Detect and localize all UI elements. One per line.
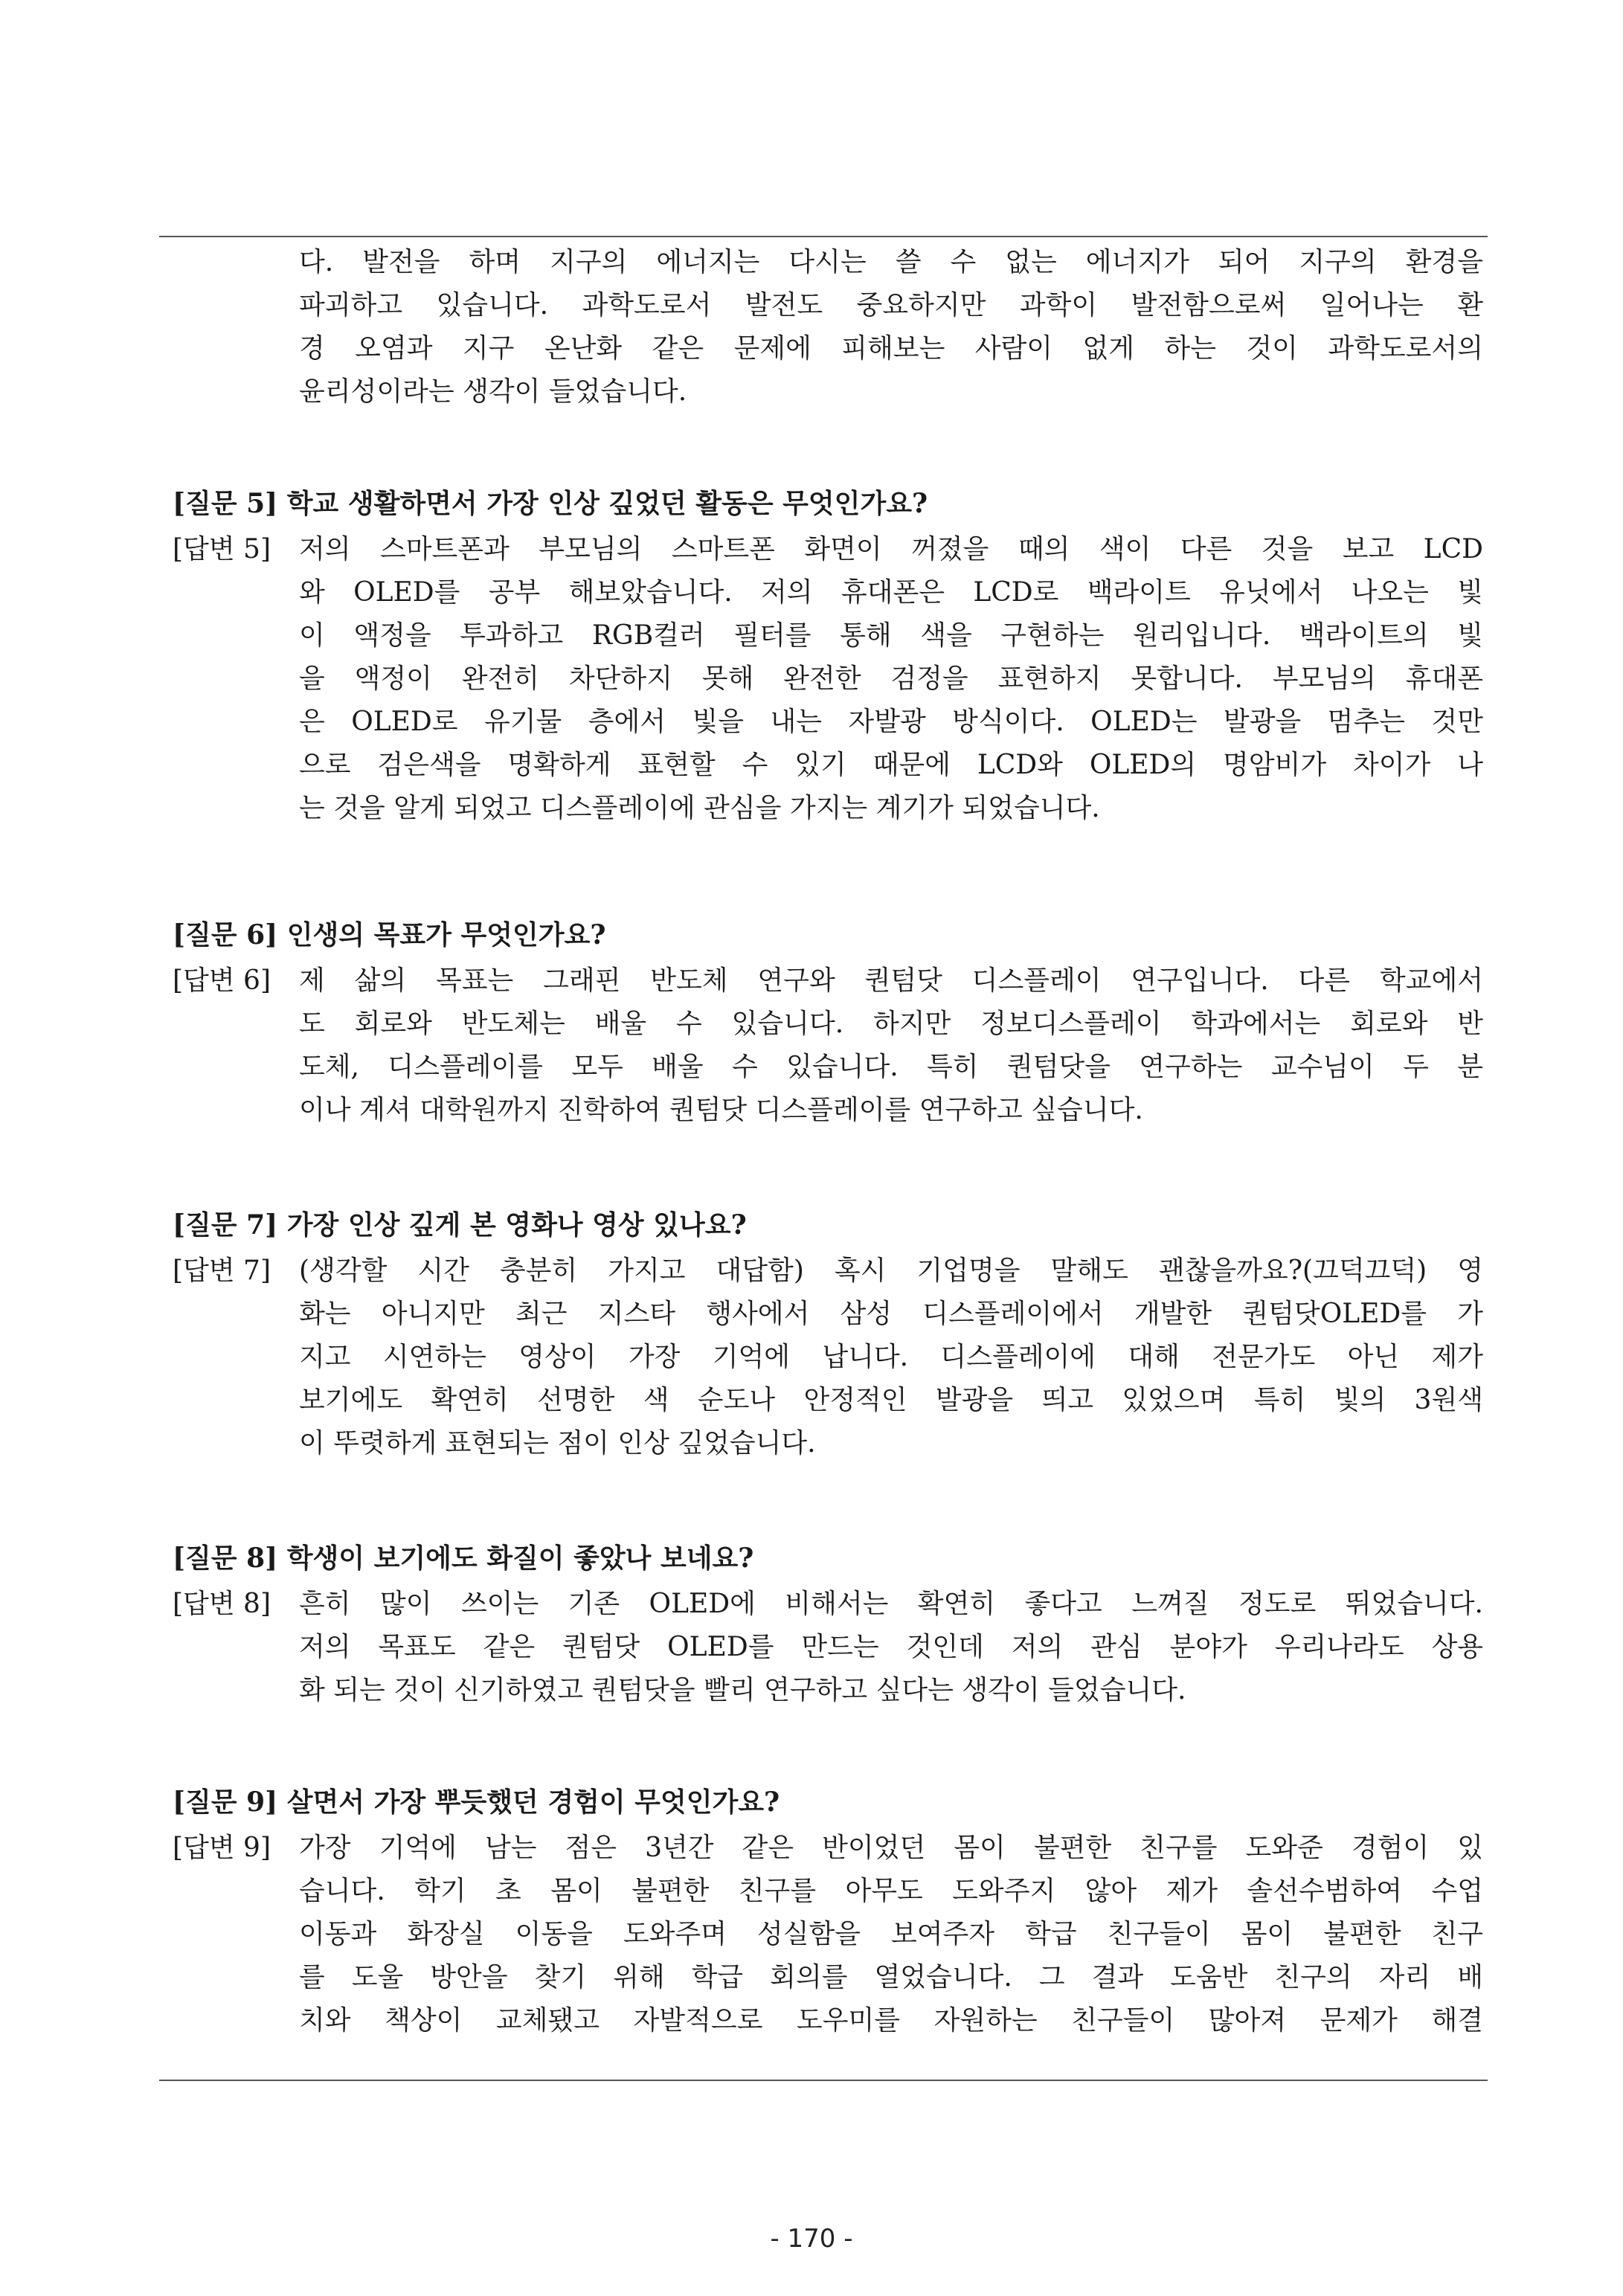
text-line: 는 것을 알게 되었고 디스플레이에 관심을 가지는 계기가 되었습니다. bbox=[299, 793, 1100, 823]
text-line: 다. 발전을 하며 지구의 에너지는 다시는 쓸 수 없는 에너지가 되어 지구의 환경을 bbox=[299, 247, 1483, 277]
answer-7 bbox=[173, 1250, 1483, 1465]
text-line: 를 도울 방안을 찾기 위해 학급 회의를 열었습니다. 그 결과 도움반 친구의 자리 배 bbox=[299, 1962, 1483, 1993]
bottom-rule bbox=[159, 2080, 1488, 2081]
text-line: [답변 6] 제 삶의 목표는 그래핀 반도체 연구와 퀀텀닷 디스플레이 연구입니다. 다른 학교에서 bbox=[173, 959, 1483, 1003]
text-line: 화 되는 것이 신기하였고 퀀텀닷을 빨리 연구하고 싶다는 생각이 들었습니다. bbox=[299, 1675, 1186, 1705]
text-line: 윤리성이라는 생각이 들었습니다. bbox=[299, 376, 687, 407]
answer-5 bbox=[173, 528, 1483, 830]
text-line: 을 액정이 완전히 차단하지 못해 완전한 검정을 표현하지 못합니다. 부모님의 휴대폰 bbox=[299, 663, 1483, 694]
text-line: [답변 7] (생각할 시간 충분히 가지고 대답함) 혹시 기업명을 말해도 괜찮을까요?(끄덕끄덕) 영 bbox=[173, 1250, 1483, 1293]
question-8: [질문 8] 학생이 보기에도 화질이 좋았나 보네요? bbox=[173, 1543, 754, 1574]
text-line: 도체, 디스플레이를 모두 배울 수 있습니다. 특히 퀀텀닷을 연구하는 교수님이 두 분 bbox=[299, 1052, 1483, 1082]
question-7: [질문 7] 가장 인상 깊게 본 영화나 영상 있나요? bbox=[173, 1209, 747, 1241]
text-line: 은 OLED로 유기물 층에서 빛을 내는 자발광 방식이다. OLED는 발광을 멈추는 것만 bbox=[299, 707, 1483, 737]
text-line: 이동과 화장실 이동을 도와주며 성실함을 보여주자 학급 친구들이 몸이 불편한 친구 bbox=[299, 1919, 1483, 1949]
page-number: - 170 - bbox=[770, 2224, 853, 2254]
text-line: [답변 9] 가장 기억에 남는 점은 3년간 같은 반이었던 몸이 불편한 친구를 도와준 경험이 있 bbox=[173, 1827, 1483, 1870]
text-line: 이나 계셔 대학원까지 진학하여 퀀텀닷 디스플레이를 연구하고 싶습니다. bbox=[299, 1095, 1143, 1125]
question-5: [질문 5] 학교 생활하면서 가장 인상 깊었던 활동은 무엇인가요? bbox=[173, 488, 928, 519]
question-6: [질문 6] 인생의 목표가 무엇인가요? bbox=[173, 919, 606, 951]
text-line: 보기에도 확연히 선명한 색 순도나 안정적인 발광을 띄고 있었으며 특히 빛의 3원색 bbox=[299, 1385, 1483, 1415]
top-rule bbox=[159, 236, 1488, 237]
text-line: 습니다. 학기 초 몸이 불편한 친구를 아무도 도와주지 않아 제가 솔선수범하여 수업 bbox=[299, 1876, 1483, 1906]
continuation-paragraph bbox=[173, 241, 1483, 414]
text-line: 치와 책상이 교체됐고 자발적으로 도우미를 자원하는 친구들이 많아져 문제가 해결 bbox=[299, 2005, 1483, 2036]
text-line: 경 오염과 지구 온난화 같은 문제에 피해보는 사람이 없게 하는 것이 과학도로서의 bbox=[299, 333, 1483, 364]
text-line: 이 뚜렷하게 표현되는 점이 인상 깊었습니다. bbox=[299, 1428, 816, 1459]
answer-8 bbox=[173, 1583, 1483, 1712]
answer-9 bbox=[173, 1827, 1483, 2042]
answer-label: [답변 9] bbox=[173, 1833, 271, 1863]
answer-label: [답변 5] bbox=[173, 534, 271, 565]
text-line: 저의 목표도 같은 퀀텀닷 OLED를 만드는 것인데 저의 관심 분야가 우리나라도 상용 bbox=[299, 1632, 1483, 1662]
text-line: 파괴하고 있습니다. 과학도로서 발전도 중요하지만 과학이 발전함으로써 일어나는 환 bbox=[299, 290, 1483, 321]
text-line: 와 OLED를 공부 해보았습니다. 저의 휴대폰은 LCD로 백라이트 유닛에서 나오는 빛 bbox=[299, 577, 1483, 608]
text-line: [답변 5] 저의 스마트폰과 부모님의 스마트폰 화면이 꺼졌을 때의 색이 다른 것을 보고 LCD bbox=[173, 528, 1483, 571]
text-line: 도 회로와 반도체는 배울 수 있습니다. 하지만 정보디스플레이 학과에서는 회로와 반 bbox=[299, 1009, 1483, 1039]
text-line: 화는 아니지만 최근 지스타 행사에서 삼성 디스플레이에서 개발한 퀀텀닷OLED를 가 bbox=[299, 1299, 1483, 1329]
question-9: [질문 9] 살면서 가장 뿌듯했던 경험이 무엇인가요? bbox=[173, 1787, 780, 1818]
text-line: 지고 시연하는 영상이 가장 기억에 납니다. 디스플레이에 대해 전문가도 아닌 제가 bbox=[299, 1342, 1483, 1372]
answer-label: [답변 7] bbox=[173, 1255, 271, 1286]
text-line: 으로 검은색을 명확하게 표현할 수 있기 때문에 LCD와 OLED의 명암비가 차이가 나 bbox=[299, 750, 1483, 780]
text-line: [답변 8] 흔히 많이 쓰이는 기존 OLED에 비해서는 확연히 좋다고 느껴질 정도로 뛰었습니다. bbox=[173, 1583, 1483, 1626]
answer-6 bbox=[173, 959, 1483, 1132]
text-line: 이 액정을 투과하고 RGB컬러 필터를 통해 색을 구현하는 원리입니다. 백라이트의 빛 bbox=[299, 620, 1483, 651]
answer-label: [답변 8] bbox=[173, 1589, 271, 1619]
answer-label: [답변 6] bbox=[173, 965, 271, 996]
